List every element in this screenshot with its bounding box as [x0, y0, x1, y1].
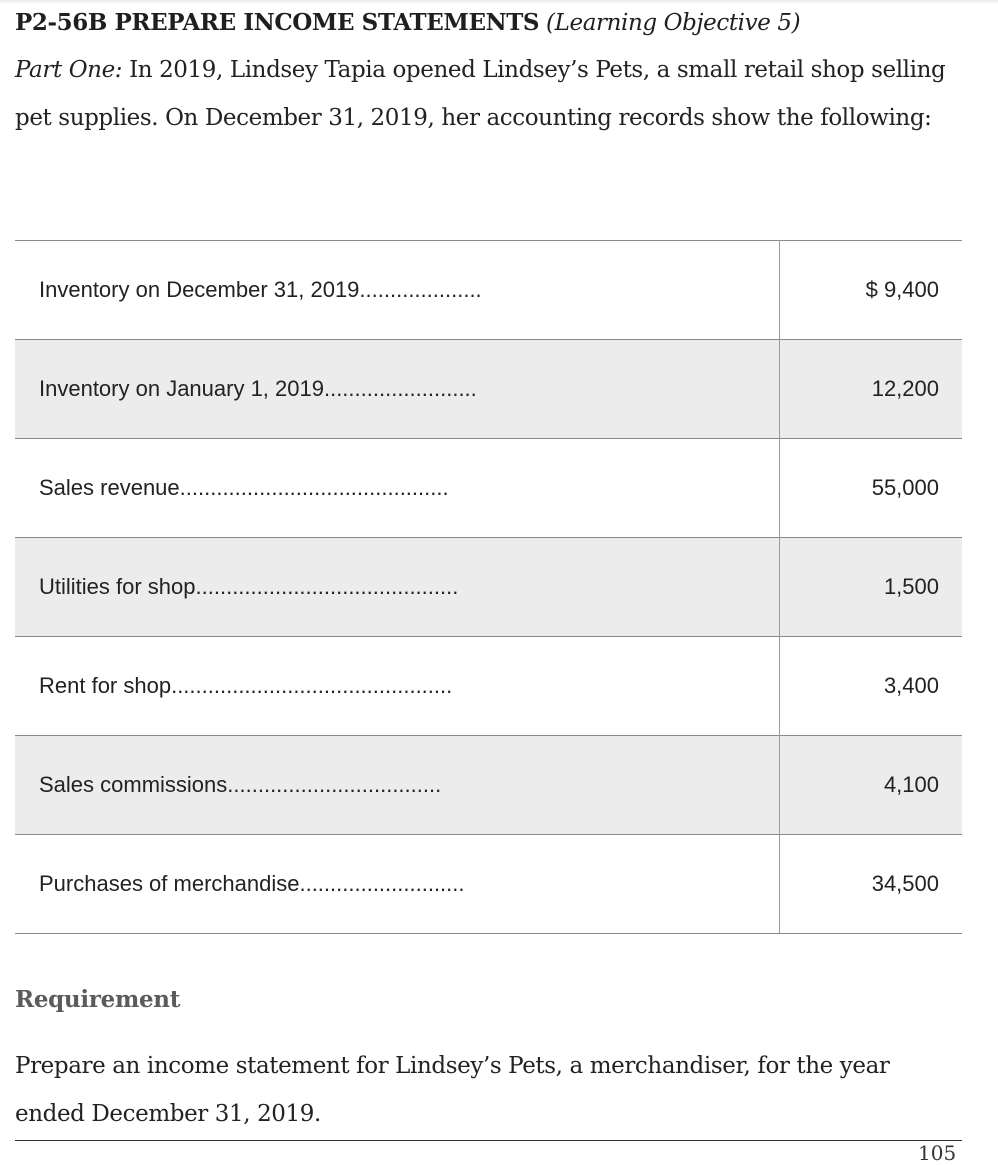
learning-objective: (Learning Objective 5): [546, 10, 801, 36]
row-label: Inventory on January 1, 2019: [39, 376, 324, 401]
row-label: Rent for shop: [39, 673, 172, 698]
accounting-records-table: [15, 240, 962, 934]
row-label: Sales commissions: [39, 772, 228, 797]
row-label-cell: [15, 439, 780, 538]
row-amount: 55,000: [780, 439, 963, 538]
table-row: [15, 637, 962, 736]
table-row: [15, 736, 962, 835]
dot-leader: ....................: [359, 277, 482, 302]
row-label: Utilities for shop: [39, 574, 196, 599]
table-row: [15, 439, 962, 538]
row-amount: 34,500: [780, 835, 963, 934]
row-label: Inventory on December 31, 2019: [39, 277, 360, 302]
row-label: Purchases of merchandise: [39, 871, 300, 896]
table-row: [15, 835, 962, 934]
dot-leader: ............................................: [179, 475, 449, 500]
row-amount: $ 9,400: [780, 241, 963, 340]
footer-divider: [15, 1140, 962, 1141]
row-label-cell: [15, 340, 780, 439]
page-number: 105: [918, 1141, 957, 1165]
table-row: [15, 340, 962, 439]
row-label-cell: [15, 736, 780, 835]
part-label: Part One:: [15, 57, 123, 83]
table-row: [15, 538, 962, 637]
row-label: Sales revenue: [39, 475, 180, 500]
row-amount: 1,500: [780, 538, 963, 637]
table-row: [15, 241, 962, 340]
requirement-heading: Requirement: [15, 986, 181, 1013]
dot-leader: ...........................: [299, 871, 465, 896]
problem-code: P2-56B PREPARE INCOME STATEMENTS: [15, 9, 540, 36]
row-amount: 12,200: [780, 340, 963, 439]
row-label-cell: [15, 538, 780, 637]
dot-leader: ...........................................: [195, 574, 459, 599]
dot-leader: ..............................................: [171, 673, 453, 698]
row-label-cell: [15, 637, 780, 736]
row-amount: 4,100: [780, 736, 963, 835]
intro-text: In 2019, Lindsey Tapia opened Lindsey’s Pets, a small retail shop selling pet supplies. On December 31, 2019, her accounting records show the following:: [15, 57, 946, 131]
dot-leader: .........................: [323, 376, 477, 401]
dot-leader: ...................................: [227, 772, 442, 797]
row-label-cell: [15, 835, 780, 934]
problem-title: [15, 7, 800, 39]
row-label-cell: [15, 241, 780, 340]
row-amount: 3,400: [780, 637, 963, 736]
page-top-edge: [0, 0, 998, 4]
requirement-text: Prepare an income statement for Lindsey’s Pets, a merchandiser, for the year ended December 31, 2019.: [15, 1053, 890, 1127]
problem-intro: [15, 47, 950, 142]
